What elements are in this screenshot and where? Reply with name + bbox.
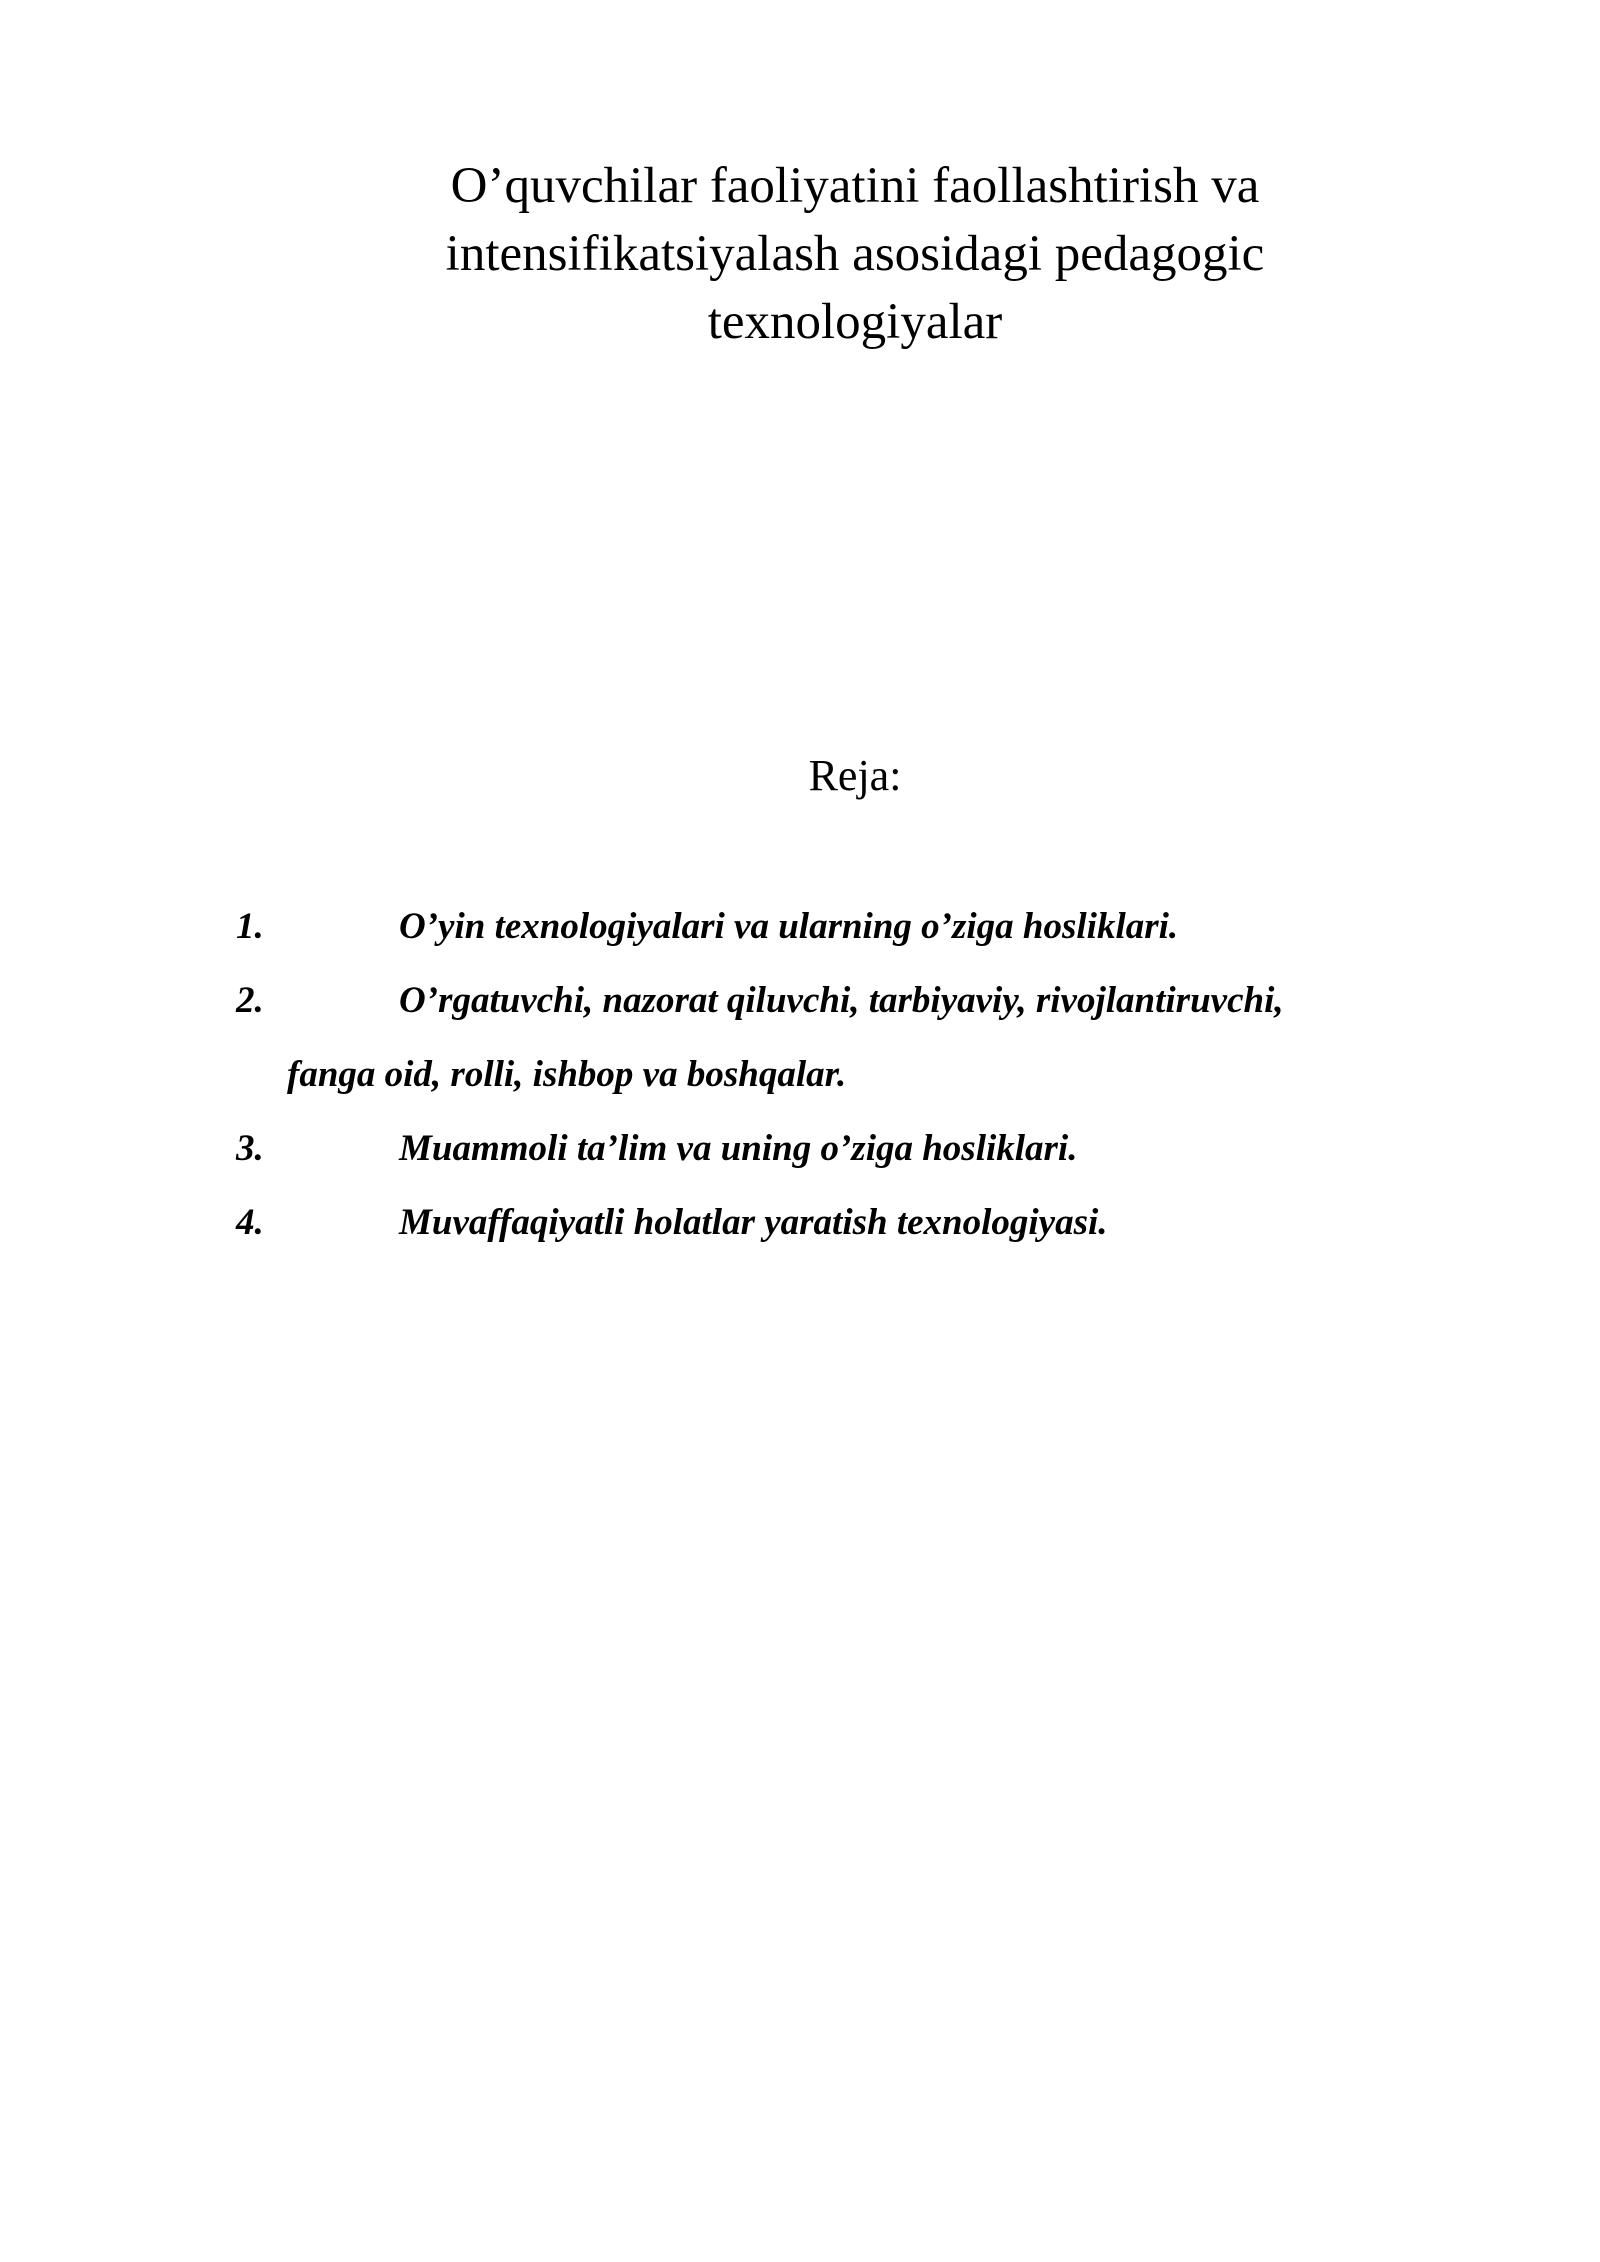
plan-item-text: Muammoli ta’lim va uning o’ziga hosliklari. xyxy=(399,1128,1078,1169)
title-line: intensifikatsiyalash asosidagi pedagogic xyxy=(445,226,1265,282)
plan-item-text: O’yin texnologiyalari va ularning o’ziga hosliklari. xyxy=(399,906,1179,947)
plan-item-3 xyxy=(236,1112,1486,1186)
plan-list xyxy=(236,890,1486,1260)
plan-item-number: 3. xyxy=(236,1128,264,1169)
plan-heading: Reja: xyxy=(808,751,902,800)
plan-item-number: 2. xyxy=(236,980,264,1021)
document-title xyxy=(330,152,1380,356)
plan-item-text: O’rgatuvchi, nazorat qiluvchi, tarbiyaviy, rivojlantiruvchi, xyxy=(399,980,1284,1021)
title-line: texnologiyalar xyxy=(707,294,1003,350)
plan-item-1 xyxy=(236,890,1486,964)
plan-item-text-continued: fanga oid, rolli, ishbop va boshqalar. xyxy=(287,1054,847,1095)
plan-item-number: 4. xyxy=(236,1202,264,1243)
plan-item-text: Muvaffaqiyatli holatlar yaratish texnologiyasi. xyxy=(399,1202,1108,1243)
plan-item-4 xyxy=(236,1186,1486,1260)
plan-item-2 xyxy=(236,964,1486,1112)
title-line: O’quvchilar faoliyatini faollashtirish va xyxy=(450,158,1260,214)
plan-item-number: 1. xyxy=(236,906,264,947)
